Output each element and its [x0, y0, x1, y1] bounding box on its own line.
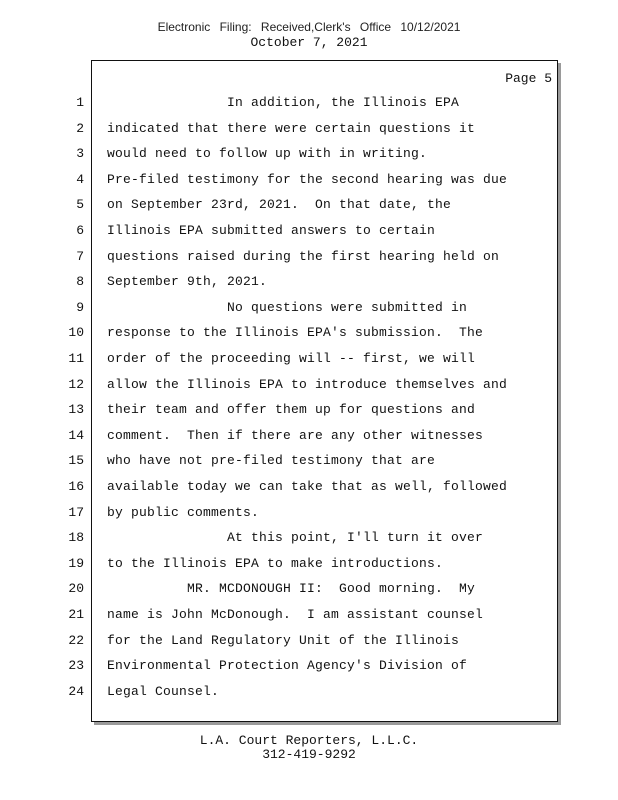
line-text: At this point, I'll turn it over: [107, 530, 484, 545]
line-text: MR. MCDONOUGH II: Good morning. My: [107, 581, 476, 596]
line-text: order of the proceeding will -- first, we will: [107, 351, 476, 366]
line-number: 5: [76, 197, 84, 212]
line-number: 19: [68, 556, 84, 571]
filing-stamp: Electronic Filing: Received,Clerk's Office 10/12/2021: [157, 20, 461, 34]
line-text: for the Land Regulatory Unit of the Illinois: [107, 633, 460, 648]
reporter-company: L.A. Court Reporters, L.L.C.: [199, 733, 419, 748]
line-number: 17: [68, 505, 84, 520]
line-text: comment. Then if there are any other witnesses: [107, 428, 484, 443]
line-text: Illinois EPA submitted answers to certain: [107, 223, 436, 238]
line-text: their team and offer them up for questions and: [107, 402, 476, 417]
line-text: No questions were submitted in: [107, 300, 468, 315]
line-text: name is John McDonough. I am assistant counsel: [107, 607, 484, 622]
line-text: Legal Counsel.: [107, 684, 220, 699]
line-number: 18: [68, 530, 84, 545]
line-text: available today we can take that as well, followed: [107, 479, 508, 494]
line-text: by public comments.: [107, 505, 260, 520]
hearing-date: October 7, 2021: [250, 35, 368, 50]
line-number: 8: [76, 274, 84, 289]
line-text: Pre-filed testimony for the second hearing was due: [107, 172, 508, 187]
line-number: 24: [68, 684, 84, 699]
line-text: response to the Illinois EPA's submission. The: [107, 325, 484, 340]
line-number: 6: [76, 223, 84, 238]
line-number: 20: [68, 581, 84, 596]
reporter-phone: 312-419-9292: [262, 747, 356, 762]
line-number: 16: [68, 479, 84, 494]
line-text: who have not pre-filed testimony that are: [107, 453, 436, 468]
line-number: 14: [68, 428, 84, 443]
line-text: Environmental Protection Agency's Division of: [107, 658, 468, 673]
line-number: 10: [68, 325, 84, 340]
line-number: 12: [68, 377, 84, 392]
line-text: on September 23rd, 2021. On that date, the: [107, 197, 452, 212]
line-text: to the Illinois EPA to make introductions.: [107, 556, 444, 571]
line-number: 21: [68, 607, 84, 622]
line-number: 3: [76, 146, 84, 161]
line-number: 4: [76, 172, 84, 187]
line-text: September 9th, 2021.: [107, 274, 268, 289]
line-number: 15: [68, 453, 84, 468]
line-number: 9: [76, 300, 84, 315]
line-number: 1: [76, 95, 84, 110]
line-number: 23: [68, 658, 84, 673]
line-number: 11: [68, 351, 84, 366]
line-number: 7: [76, 249, 84, 264]
page-number: Page 5: [505, 71, 552, 86]
line-text: In addition, the Illinois EPA: [107, 95, 460, 110]
line-text: questions raised during the first hearing held on: [107, 249, 500, 264]
line-text: allow the Illinois EPA to introduce themselves and: [107, 377, 508, 392]
line-number: 13: [68, 402, 84, 417]
line-number: 22: [68, 633, 84, 648]
line-text: would need to follow up with in writing.: [107, 146, 428, 161]
line-number: 2: [76, 121, 84, 136]
line-text: indicated that there were certain questions it: [107, 121, 476, 136]
